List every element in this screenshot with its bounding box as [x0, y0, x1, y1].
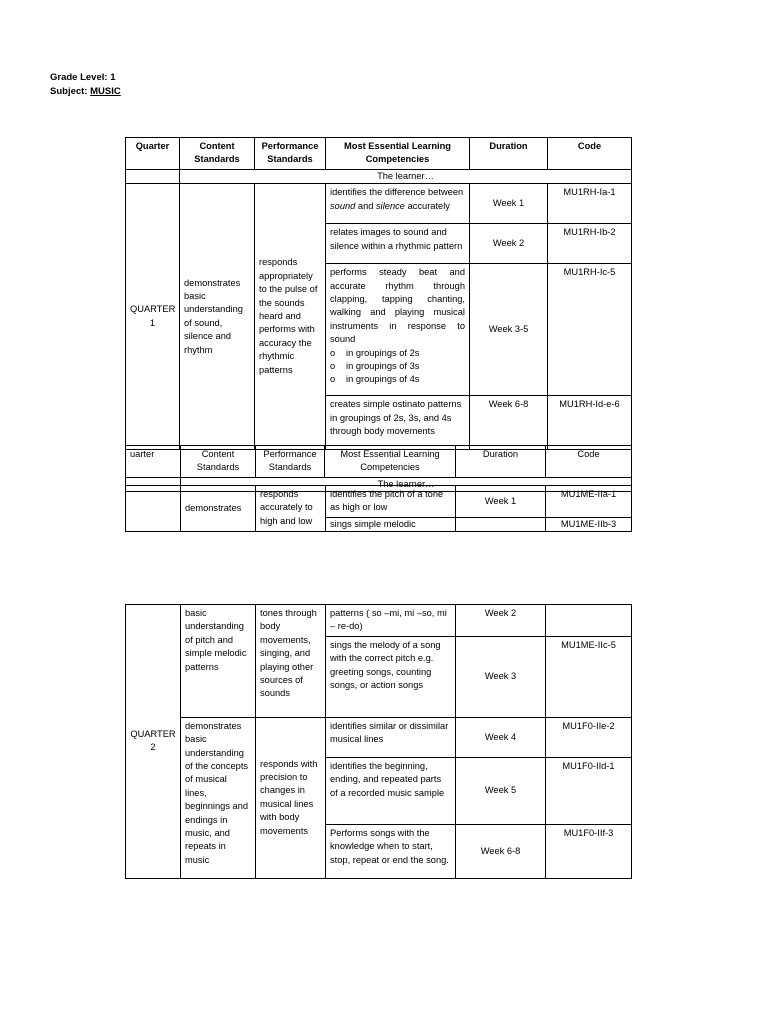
header-code: Code: [548, 138, 632, 170]
learner-label: The learner…: [180, 169, 632, 183]
table-row: [126, 717, 632, 757]
header-quarter: Quarter: [126, 138, 180, 170]
duration: Week 2: [470, 224, 548, 264]
duration: Week 4: [456, 717, 546, 757]
header-competencies: Most Essential Learning Competencies: [326, 138, 470, 170]
competency: identifies similar or dissimilar musical lines: [326, 717, 456, 757]
quarter-2-table: [125, 604, 632, 879]
duration: Week 5: [456, 757, 546, 824]
duration: Week 6-8: [470, 396, 548, 450]
code: MU1RH-Ib-2: [548, 224, 632, 264]
duration: Week 1: [470, 184, 548, 224]
content-standard: demonstrates basic understanding of sound, silence and rhythm: [180, 184, 255, 450]
header-performance-standards: Performance Standards: [255, 138, 326, 170]
header-competencies: Most Essential Learning Competencies: [325, 446, 456, 478]
content-standard: basic understanding of pitch and simple melodic patterns: [181, 605, 256, 718]
content-standard: demonstrates: [181, 486, 256, 532]
quarter-cell: QUARTER 1: [126, 184, 180, 450]
subject-value: MUSIC: [90, 86, 121, 97]
table-row: [126, 605, 632, 637]
header-performance-standards: Performance Standards: [256, 446, 325, 478]
code: MU1ME-IIa-1: [546, 486, 632, 518]
header-duration: Duration: [470, 138, 548, 170]
table-header-row: [126, 446, 632, 478]
content-standard: demonstrates basic understanding of the concepts of musical lines, beginnings and endings in music, and repeats in music: [181, 717, 256, 878]
header-content-standards: Content Standards: [180, 138, 255, 170]
duration: Week 2: [456, 605, 546, 637]
competency: patterns ( so –mi, mi –so, mi – re-do): [326, 605, 456, 637]
code: MU1F0-IIe-2: [546, 717, 632, 757]
code: MU1RH-Ic-5: [548, 264, 632, 396]
competency: creates simple ostinato patterns in groupings of 2s, 3s, and 4s through body movements: [326, 396, 470, 450]
code: MU1RH-Ia-1: [548, 184, 632, 224]
code: [546, 605, 632, 637]
code: MU1F0-IIf-3: [546, 824, 632, 878]
competency: identifies the pitch of a tone as high or low: [326, 486, 456, 518]
competency: sings the melody of a song with the correct pitch e.g. greeting songs, counting songs, or action songs: [326, 636, 456, 717]
learner-row: [126, 169, 632, 183]
subject-label: Subject:: [50, 86, 88, 97]
table-header-row: [126, 138, 632, 170]
learner-label: The learner…: [181, 477, 632, 491]
code: MU1RH-Id-e-6: [548, 396, 632, 450]
competency: Performs songs with the knowledge when to start, stop, repeat or end the song.: [326, 824, 456, 878]
duration: Week 3-5: [470, 264, 548, 396]
table-row: [126, 486, 632, 518]
duration: Week 6-8: [456, 824, 546, 878]
performance-standard: responds with precision to changes in musical lines with body movements: [256, 717, 326, 878]
code: MU1F0-IId-1: [546, 757, 632, 824]
competency: sings simple melodic: [326, 517, 456, 531]
header-quarter: uarter: [126, 446, 181, 478]
quarter-1-table: [125, 137, 632, 450]
header-code: Code: [546, 446, 632, 478]
header-content-standards: Content Standards: [181, 446, 256, 478]
quarter-cell: QUARTER 2: [126, 605, 181, 879]
competency: performs steady beat and accurate rhythm through clapping, tapping chanting, walking and playing musical instruments in response to sound o in groupings of 2s o in groupings of 3s o in groupings of 4s: [326, 264, 470, 396]
option-item: o in groupings of 2s: [330, 347, 420, 358]
duration: [456, 517, 546, 531]
performance-standard: responds appropriately to the pulse of the sounds heard and performs with accuracy the rhythmic patterns: [255, 184, 326, 450]
code: MU1ME-IIc-5: [546, 636, 632, 717]
quarter-cell: [126, 486, 181, 532]
performance-standard: tones through body movements, singing, and playing other sources of sounds: [256, 605, 326, 718]
option-item: o in groupings of 4s: [330, 374, 420, 385]
competency: relates images to sound and silence within a rhythmic pattern: [326, 224, 470, 264]
competency: identifies the difference between sound and silence accurately: [326, 184, 470, 224]
performance-standard: responds accurately to high and low: [256, 486, 326, 532]
table-row: [126, 184, 632, 224]
quarter-2-start-table: [125, 485, 632, 532]
header-duration: Duration: [456, 446, 546, 478]
competency: identifies the beginning, ending, and repeated parts of a recorded music sample: [326, 757, 456, 824]
duration: Week 1: [456, 486, 546, 518]
duration: Week 3: [456, 636, 546, 717]
code: MU1ME-IIb-3: [546, 517, 632, 531]
option-item: o in groupings of 3s: [330, 361, 420, 372]
subject-line: [50, 86, 121, 97]
grade-level: Grade Level: 1: [50, 72, 116, 83]
